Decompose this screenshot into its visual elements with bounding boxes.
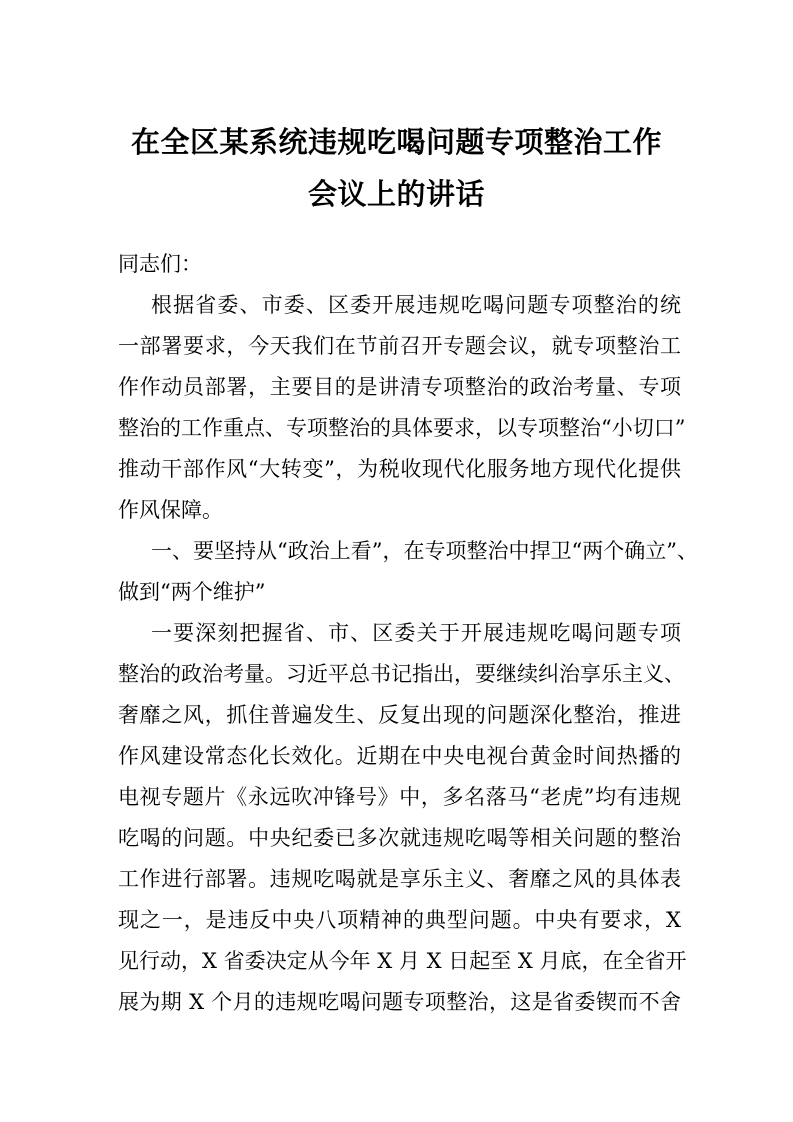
body-line: 作风建设常态化长效化。近期在中央电视台黄金时间热播的 bbox=[118, 744, 681, 768]
body-line: 作风保障。 bbox=[118, 498, 223, 522]
section-heading-line: 一、要坚持从“政治上看”，在专项整治中捍卫“两个确立”、 bbox=[151, 539, 698, 563]
body-line: 整治的工作重点、专项整治的具体要求，以专项整治“小切口” bbox=[118, 416, 686, 440]
body-line: 工作进行部署。违规吃喝就是享乐主义、奢靡之风的具体表 bbox=[118, 867, 681, 891]
document-title-line-1: 在全区某系统违规吃喝问题专项整治工作 bbox=[130, 125, 662, 159]
salutation: 同志们： bbox=[118, 252, 202, 276]
body-line: 一要深刻把握省、市、区委关于开展违规吃喝问题专项 bbox=[151, 621, 681, 645]
body-line: 现之一，是违反中央八项精神的典型问题。中央有要求，X bbox=[118, 908, 681, 932]
body-line: 根据省委、市委、区委开展违规吃喝问题专项整治的统 bbox=[151, 293, 681, 317]
body-line: 电视专题片《永远吹冲锋号》中，多名落马“老虎”均有违规 bbox=[118, 785, 681, 809]
body-line: 一部署要求，今天我们在节前召开专题会议，就专项整治工 bbox=[118, 334, 681, 358]
body-line: 展为期 X 个月的违规吃喝问题专项整治，这是省委锲而不舍 bbox=[118, 990, 681, 1014]
body-line: 见行动，X 省委决定从今年 X 月 X 日起至 X 月底，在全省开 bbox=[118, 949, 687, 973]
document-title-line-2: 会议上的讲话 bbox=[307, 177, 485, 211]
body-line: 作作动员部署，主要目的是讲清专项整治的政治考量、专项 bbox=[118, 375, 681, 399]
body-line: 推动干部作风“大转变”，为税收现代化服务地方现代化提供 bbox=[118, 457, 681, 481]
body-line: 吃喝的问题。中央纪委已多次就违规吃喝等相关问题的整治 bbox=[118, 826, 681, 850]
section-heading-line: 做到“两个维护” bbox=[118, 580, 266, 604]
body-line: 奢靡之风，抓住普遍发生、反复出现的问题深化整治，推进 bbox=[118, 703, 681, 727]
body-line: 整治的政治考量。习近平总书记指出，要继续纠治享乐主义、 bbox=[118, 662, 685, 686]
